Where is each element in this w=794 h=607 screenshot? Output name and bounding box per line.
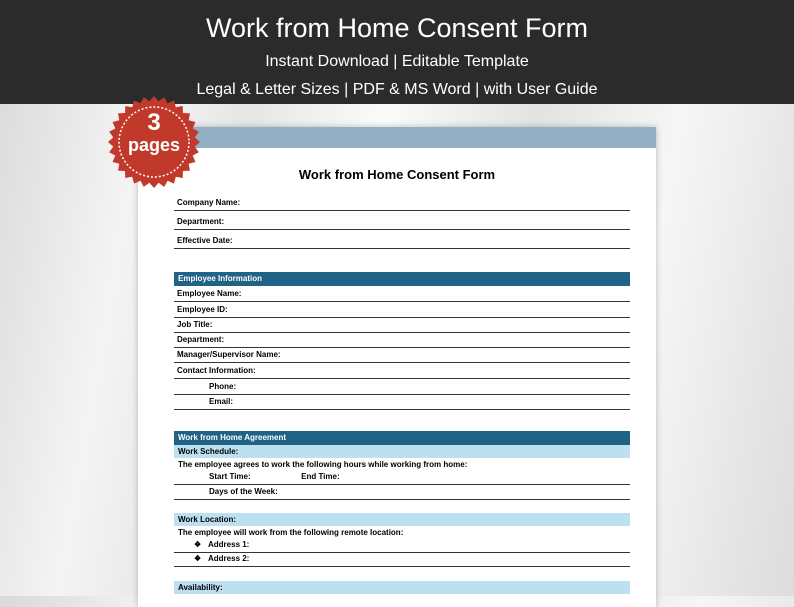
start-time-label: Start Time: — [209, 472, 251, 481]
document-page — [138, 127, 656, 607]
employee-information-heading: Employee Information — [174, 272, 630, 286]
end-time-label: End Time: — [301, 472, 340, 481]
employee-name-field[interactable]: Employee Name: — [174, 288, 630, 302]
phone-field[interactable]: Phone: — [174, 381, 630, 395]
employee-id-field[interactable]: Employee ID: — [174, 304, 630, 318]
address-2-label: Address 2: — [208, 554, 250, 563]
contact-information-field[interactable]: Contact Information: — [174, 365, 630, 379]
email-field[interactable]: Email: — [174, 396, 630, 410]
diamond-bullet-icon: ❖ — [194, 554, 202, 563]
company-name-field[interactable]: Company Name: — [174, 197, 630, 211]
days-of-week-field[interactable]: Days of the Week: — [174, 486, 630, 500]
work-location-heading: Work Location: — [174, 513, 630, 526]
page-top-bar — [138, 127, 656, 148]
availability-heading: Availability: — [174, 581, 630, 594]
address-1-label: Address 1: — [208, 540, 250, 549]
banner-title: Work from Home Consent Form — [205, 13, 589, 43]
promo-banner — [0, 0, 794, 104]
banner-features: Legal & Letter Sizes | PDF & MS Word | with User Guide — [196, 81, 598, 98]
start-end-time-field[interactable] — [174, 471, 630, 485]
work-from-home-agreement-heading: Work from Home Agreement — [174, 431, 630, 445]
work-schedule-heading: Work Schedule: — [174, 445, 630, 458]
work-location-intro: The employee will work from the following remote location: — [178, 528, 404, 537]
diamond-bullet-icon: ❖ — [194, 540, 202, 549]
manager-name-field[interactable]: Manager/Supervisor Name: — [174, 349, 630, 363]
document-title: Work from Home Consent Form — [298, 167, 496, 182]
seal-number: 3 — [147, 109, 161, 136]
address-1-field[interactable] — [174, 539, 630, 553]
effective-date-field[interactable]: Effective Date: — [174, 235, 630, 249]
banner-subtitle: Instant Download | Editable Template — [265, 53, 529, 70]
job-title-field[interactable]: Job Title: — [174, 319, 630, 333]
address-2-field[interactable] — [174, 553, 630, 567]
seal-word: pages — [127, 135, 181, 155]
work-schedule-intro: The employee agrees to work the following hours while working from home: — [178, 460, 468, 469]
employee-department-field[interactable]: Department: — [174, 334, 630, 348]
department-field[interactable]: Department: — [174, 216, 630, 230]
pages-seal-badge — [107, 95, 201, 189]
